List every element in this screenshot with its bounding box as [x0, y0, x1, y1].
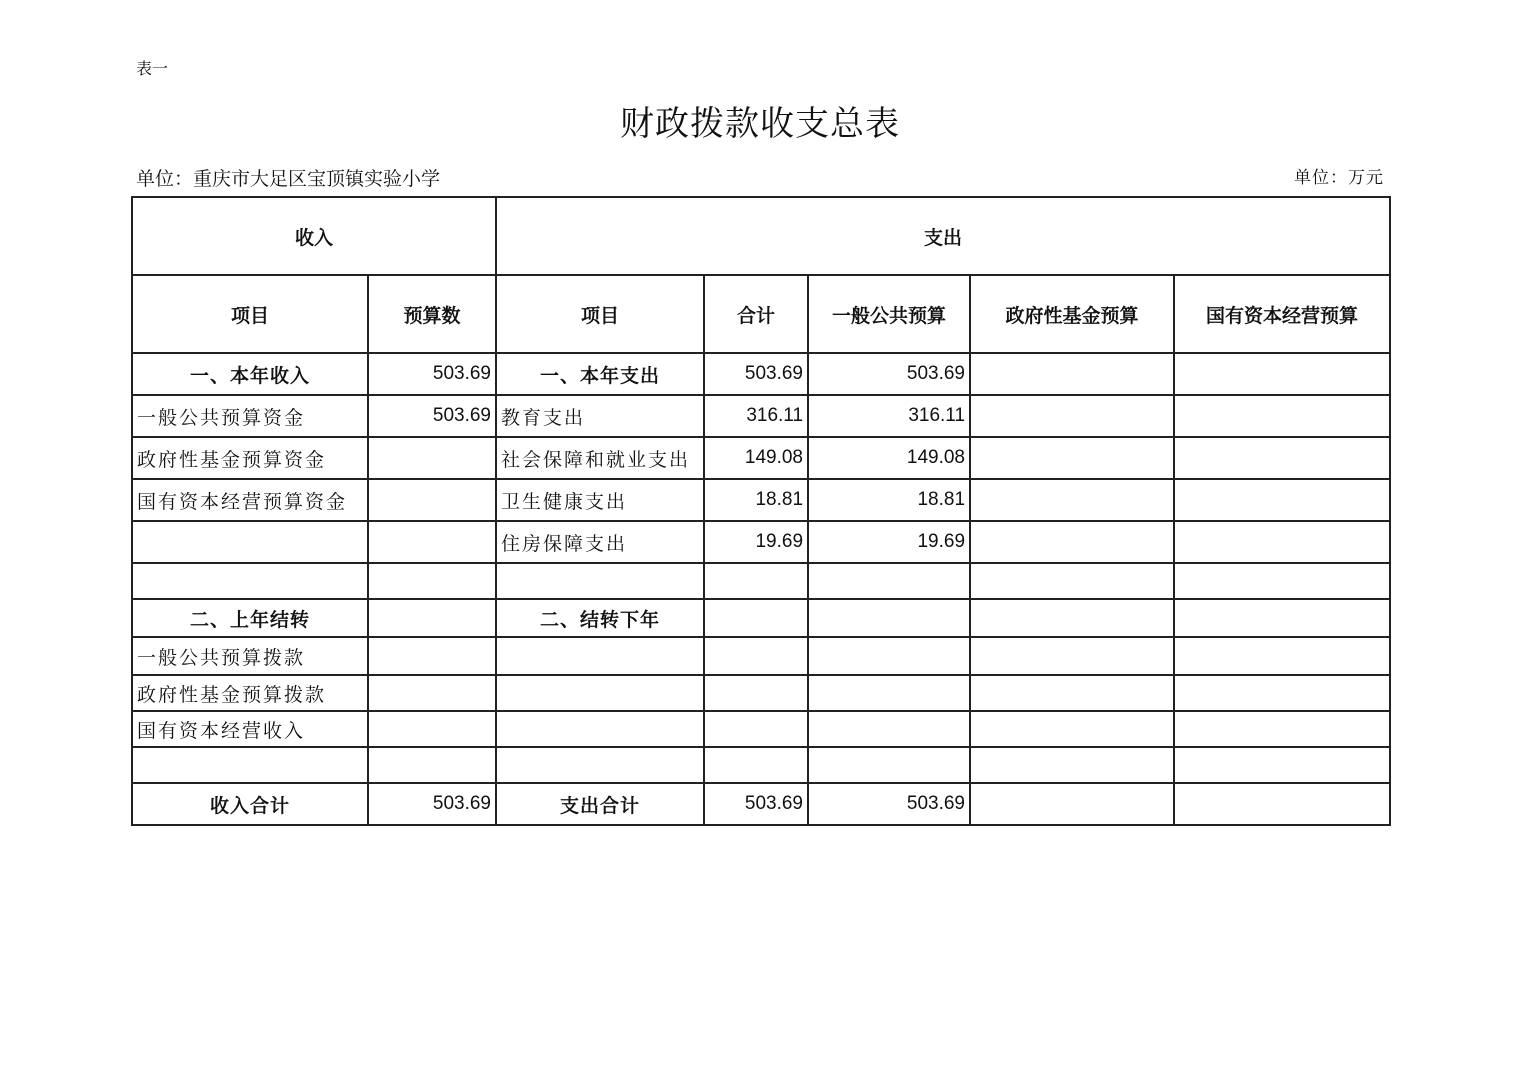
gov-fund-value [970, 395, 1174, 437]
income-value [368, 479, 496, 521]
income-item: 收入合计 [132, 783, 368, 825]
general-value [808, 563, 970, 599]
general-value: 149.08 [808, 437, 970, 479]
expense-item: 一、本年支出 [496, 353, 704, 395]
table-row [132, 479, 1390, 521]
total-value: 18.81 [704, 479, 808, 521]
expense-item: 住房保障支出 [496, 521, 704, 563]
gov-fund-value [970, 353, 1174, 395]
column-header-row [132, 275, 1390, 353]
expense-item: 支出合计 [496, 783, 704, 825]
state-capital-value [1174, 675, 1390, 711]
total-value: 19.69 [704, 521, 808, 563]
income-item: 国有资本经营预算资金 [132, 479, 368, 521]
state-capital-value [1174, 521, 1390, 563]
expense-item-header: 项目 [496, 275, 704, 353]
income-value [368, 437, 496, 479]
income-value: 503.69 [368, 395, 496, 437]
gov-fund-value [970, 711, 1174, 747]
table-row [132, 395, 1390, 437]
table-row [132, 353, 1390, 395]
table-row [132, 637, 1390, 675]
general-value: 503.69 [808, 353, 970, 395]
income-value [368, 563, 496, 599]
state-capital-value [1174, 711, 1390, 747]
income-item: 二、上年结转 [132, 599, 368, 637]
general-value [808, 747, 970, 783]
total-value: 503.69 [704, 353, 808, 395]
gov-fund-value [970, 783, 1174, 825]
table-row [132, 599, 1390, 637]
total-value [704, 563, 808, 599]
gov-fund-value [970, 747, 1174, 783]
income-value: 503.69 [368, 353, 496, 395]
gov-fund-value [970, 599, 1174, 637]
income-item [132, 521, 368, 563]
income-budget-header: 预算数 [368, 275, 496, 353]
general-value [808, 675, 970, 711]
income-item: 政府性基金预算资金 [132, 437, 368, 479]
state-capital-value [1174, 747, 1390, 783]
state-capital-value [1174, 783, 1390, 825]
total-value [704, 747, 808, 783]
table-row [132, 711, 1390, 747]
expense-item [496, 637, 704, 675]
expense-item: 卫生健康支出 [496, 479, 704, 521]
income-item: 一般公共预算资金 [132, 395, 368, 437]
section-header-row [132, 197, 1390, 275]
general-value [808, 637, 970, 675]
expense-item [496, 675, 704, 711]
budget-summary-table [131, 196, 1391, 826]
expense-item: 教育支出 [496, 395, 704, 437]
currency-unit: 单位：万元 [1294, 168, 1384, 188]
table-row [132, 783, 1390, 825]
state-capital-value [1174, 599, 1390, 637]
expense-item [496, 563, 704, 599]
gov-fund-value [970, 675, 1174, 711]
state-capital-value [1174, 353, 1390, 395]
general-value: 19.69 [808, 521, 970, 563]
expense-item: 社会保障和就业支出 [496, 437, 704, 479]
table-label: 表一 [136, 59, 169, 78]
total-value [704, 599, 808, 637]
gov-fund-value [970, 563, 1174, 599]
income-item [132, 563, 368, 599]
state-capital-header: 国有资本经营预算 [1174, 275, 1390, 353]
income-item: 政府性基金预算拨款 [132, 675, 368, 711]
gov-fund-value [970, 479, 1174, 521]
total-value: 316.11 [704, 395, 808, 437]
expense-header: 支出 [496, 197, 1390, 275]
total-value [704, 711, 808, 747]
general-value [808, 711, 970, 747]
general-value: 18.81 [808, 479, 970, 521]
state-capital-value [1174, 563, 1390, 599]
total-value [704, 637, 808, 675]
organization-unit: 单位：重庆市大足区宝顶镇实验小学 [136, 168, 441, 190]
general-value: 503.69 [808, 783, 970, 825]
general-value: 316.11 [808, 395, 970, 437]
income-item-header: 项目 [132, 275, 368, 353]
table-row [132, 747, 1390, 783]
income-value: 503.69 [368, 783, 496, 825]
expense-item [496, 747, 704, 783]
gov-fund-header: 政府性基金预算 [970, 275, 1174, 353]
income-value [368, 675, 496, 711]
general-value [808, 599, 970, 637]
income-value [368, 599, 496, 637]
table-row [132, 563, 1390, 599]
state-capital-value [1174, 637, 1390, 675]
table-row [132, 521, 1390, 563]
income-item: 国有资本经营收入 [132, 711, 368, 747]
gov-fund-value [970, 521, 1174, 563]
total-value [704, 675, 808, 711]
state-capital-value [1174, 437, 1390, 479]
state-capital-value [1174, 395, 1390, 437]
table-row [132, 675, 1390, 711]
income-value [368, 747, 496, 783]
gov-fund-value [970, 637, 1174, 675]
total-value: 503.69 [704, 783, 808, 825]
total-value: 149.08 [704, 437, 808, 479]
income-value [368, 637, 496, 675]
general-budget-header: 一般公共预算 [808, 275, 970, 353]
income-header: 收入 [132, 197, 496, 275]
page-title: 财政拨款收支总表 [620, 104, 900, 144]
income-item: 一、本年收入 [132, 353, 368, 395]
income-item: 一般公共预算拨款 [132, 637, 368, 675]
income-item [132, 747, 368, 783]
income-value [368, 521, 496, 563]
table-row [132, 437, 1390, 479]
state-capital-value [1174, 479, 1390, 521]
expense-item: 二、结转下年 [496, 599, 704, 637]
expense-item [496, 711, 704, 747]
income-value [368, 711, 496, 747]
total-header: 合计 [704, 275, 808, 353]
gov-fund-value [970, 437, 1174, 479]
